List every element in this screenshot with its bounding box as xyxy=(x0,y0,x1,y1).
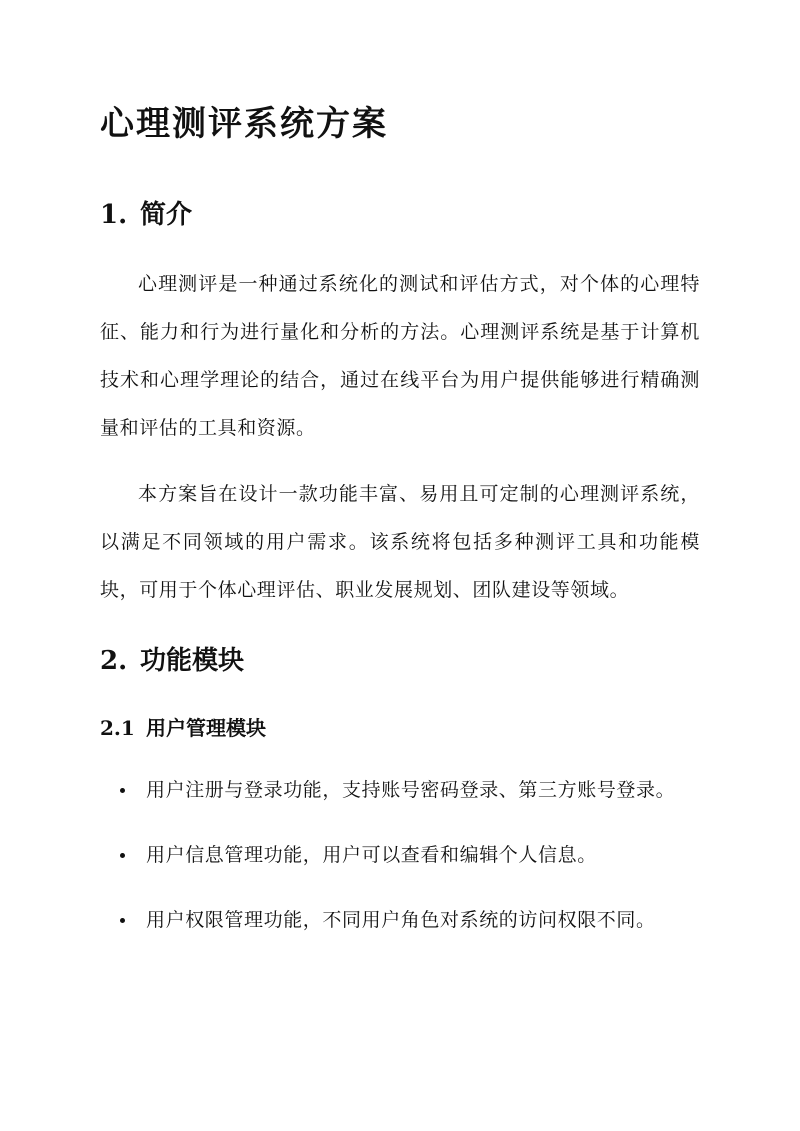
list-item-text: 用户注册与登录功能，支持账号密码登录、第三方账号登录。 xyxy=(146,779,676,801)
bullet-icon xyxy=(120,788,125,793)
list-item xyxy=(100,896,700,944)
section-number: 2. xyxy=(100,646,128,676)
section-heading-intro xyxy=(100,194,192,231)
list-item-text: 用户信息管理功能，用户可以查看和编辑个人信息。 xyxy=(146,844,597,866)
subsection-title: 用户管理模块 xyxy=(146,716,266,740)
list-item-text: 用户权限管理功能，不同用户角色对系统的访问权限不同。 xyxy=(146,909,656,931)
intro-paragraph-1: 心理测评是一种通过系统化的测试和评估方式，对个体的心理特征、能力和行为进行量化和分析的方法。心理测评系统是基于计算机技术和心理学理论的结合，通过在线平台为用户提供能够进行精确测量和评估的工具和资源。 xyxy=(100,273,700,439)
section-number: 1. xyxy=(100,200,128,230)
feature-list xyxy=(100,766,700,961)
bullet-icon xyxy=(120,853,125,858)
list-item xyxy=(100,831,700,879)
list-item xyxy=(100,766,700,814)
subsection-heading-user-management xyxy=(100,712,266,741)
intro-paragraph-2: 本方案旨在设计一款功能丰富、易用且可定制的心理测评系统，以满足不同领域的用户需求。该系统将包括多种测评工具和功能模块，可用于个体心理评估、职业发展规划、团队建设等领域。 xyxy=(100,483,700,601)
subsection-number: 2.1 xyxy=(100,716,135,740)
section-title: 功能模块 xyxy=(140,646,245,676)
section-title: 简介 xyxy=(140,200,193,230)
bullet-icon xyxy=(120,918,125,923)
section-heading-modules xyxy=(100,640,244,677)
document-title: 心理测评系统方案 xyxy=(100,104,388,144)
